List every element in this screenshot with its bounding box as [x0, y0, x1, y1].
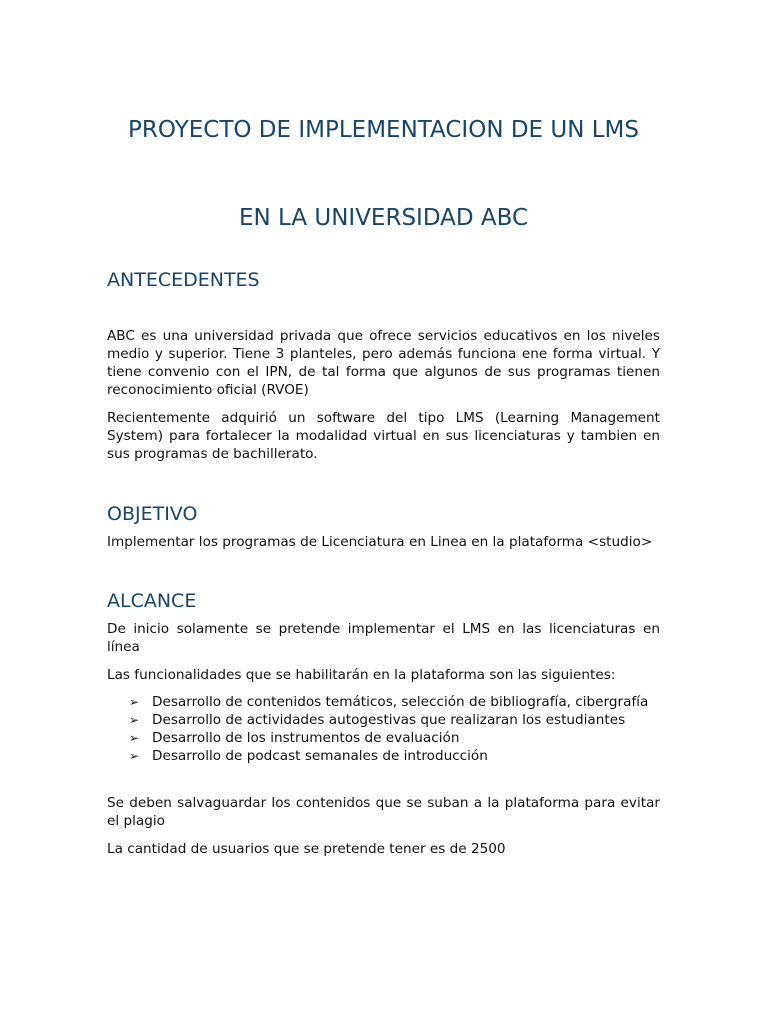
alcance-paragraph-4: La cantidad de usuarios que se pretende tener es de 2500	[107, 841, 506, 857]
arrow-bullet-icon: ➢	[129, 749, 140, 763]
section-heading-alcance: ALCANCE	[107, 590, 197, 612]
section-heading-objetivo: OBJETIVO	[107, 503, 198, 525]
list-item-text: Desarrollo de actividades autogestivas que realizaran los estudiantes	[152, 712, 626, 728]
document-title: PROYECTO DE IMPLEMENTACION DE UN LMS	[128, 117, 639, 143]
list-item	[107, 729, 660, 747]
arrow-bullet-icon: ➢	[129, 713, 140, 727]
list-item	[107, 693, 660, 711]
functionalities-list	[107, 693, 660, 765]
alcance-paragraph-1: De inicio solamente se pretende implementar el LMS en las licenciaturas en línea	[107, 621, 660, 655]
alcance-paragraph-3: Se deben salvaguardar los contenidos que se suban a la plataforma para evitar el plagio	[107, 795, 660, 829]
objetivo-paragraph: Implementar los programas de Licenciatura en Linea en la plataforma <studio>	[107, 534, 653, 550]
document-subtitle: EN LA UNIVERSIDAD ABC	[238, 205, 529, 231]
list-item-text: Desarrollo de contenidos temáticos, selección de bibliografía, cibergrafía	[152, 694, 649, 710]
antecedentes-paragraph-1: ABC es una universidad privada que ofrece servicios educativos en los niveles medio y superior. Tiene 3 planteles, pero además funciona ene forma virtual. Y tiene convenio con el IPN, de tal forma que algunos de sus programas tienen reconocimiento oficial (RVOE)	[107, 328, 660, 398]
arrow-bullet-icon: ➢	[129, 695, 140, 709]
list-item-text: Desarrollo de los instrumentos de evaluación	[152, 730, 460, 746]
list-item-text: Desarrollo de podcast semanales de introducción	[152, 748, 488, 764]
section-heading-antecedentes: ANTECEDENTES	[107, 269, 260, 291]
antecedentes-paragraph-2: Recientemente adquirió un software del tipo LMS (Learning Management System) para fortalecer la modalidad virtual en sus licenciaturas y tambien en sus programas de bachillerato.	[107, 410, 660, 462]
list-item	[107, 711, 660, 729]
arrow-bullet-icon: ➢	[129, 731, 140, 745]
alcance-paragraph-2: Las funcionalidades que se habilitarán en la plataforma son las siguientes:	[107, 667, 616, 683]
list-item	[107, 747, 660, 765]
